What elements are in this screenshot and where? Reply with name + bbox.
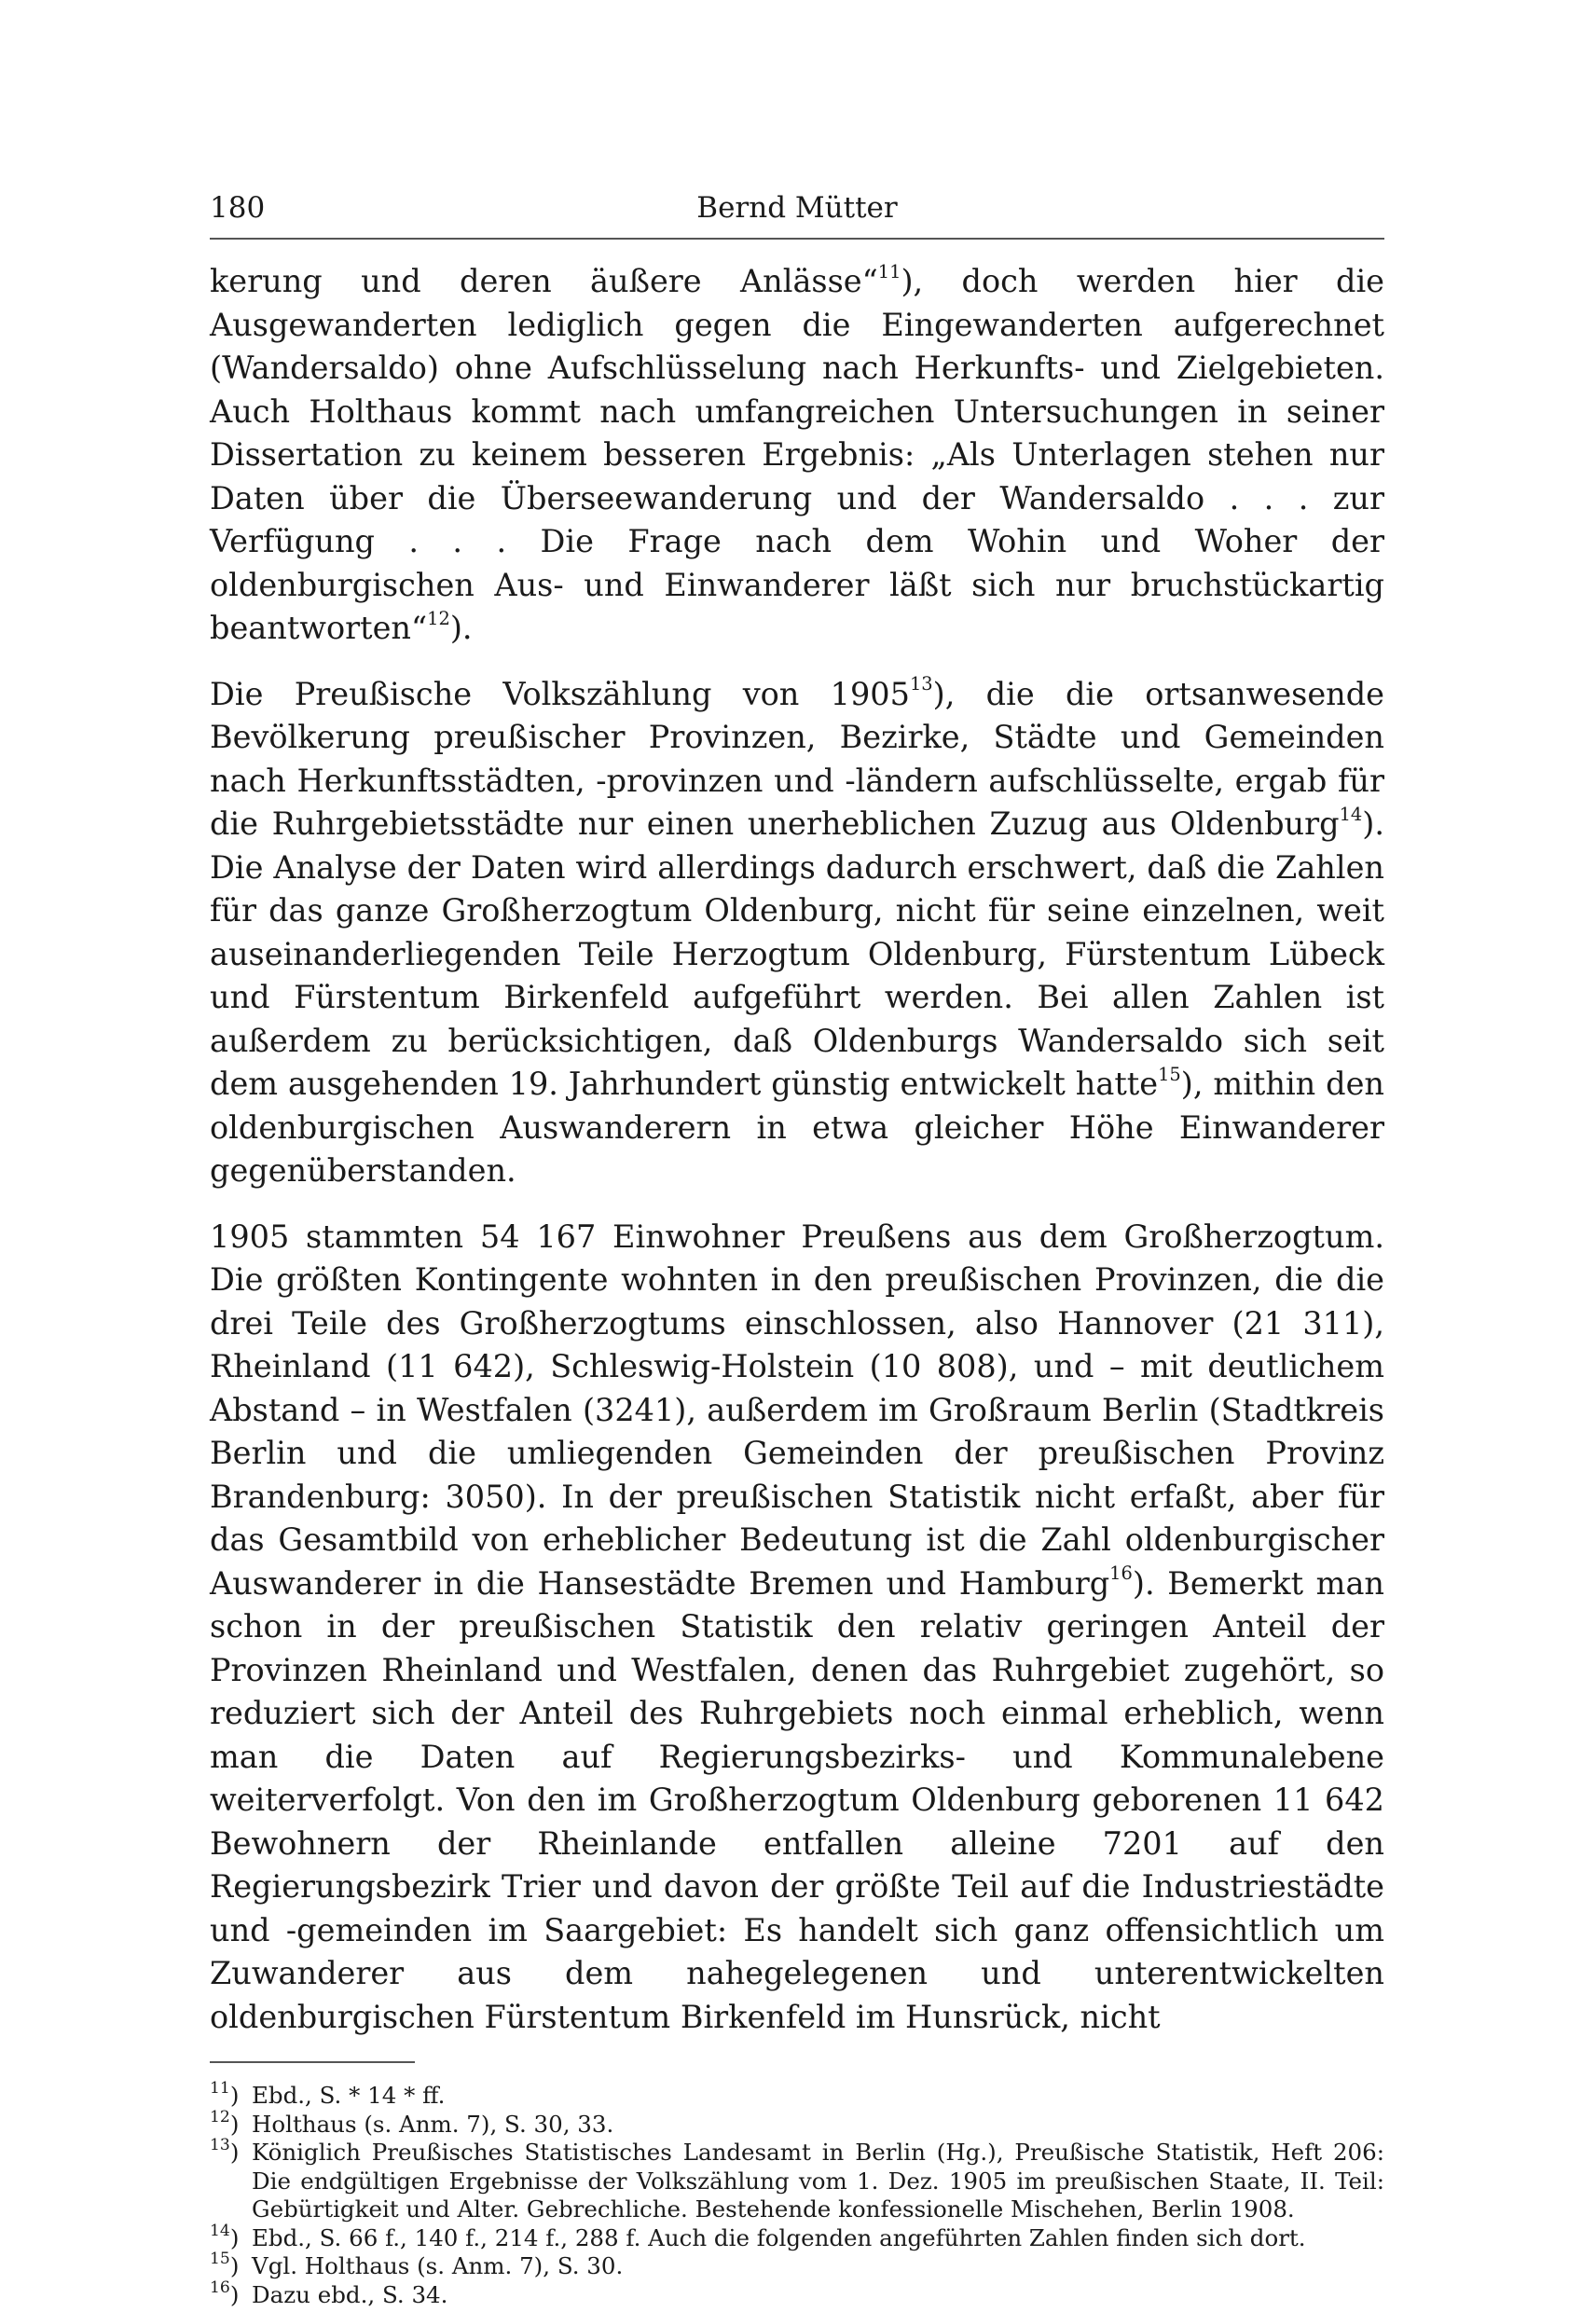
footnote-marker: $^{12}$): [210, 2107, 240, 2138]
footnote-marker: $^{11}$): [210, 2079, 240, 2109]
paragraph-text: Die Preußische Volkszählung von 1905: [210, 675, 910, 712]
document-page: [210, 182, 1384, 2309]
body-paragraph: [210, 673, 1384, 1193]
footnote-number: 11: [210, 2079, 230, 2099]
paragraph-text: ).: [449, 610, 473, 646]
footnote-text: Vgl. Holthaus (s. Anm. 7), S. 30.: [252, 2252, 624, 2279]
footnote-reference: 14: [1339, 803, 1363, 825]
body-text: [210, 260, 1384, 2039]
footnote-marker: $^{13}$): [210, 2136, 240, 2166]
footnote-item: [210, 2252, 1384, 2281]
footnote-text: Holthaus (s. Anm. 7), S. 30, 33.: [252, 2110, 614, 2138]
body-paragraph: [210, 1216, 1384, 2040]
footnote-item: [210, 2136, 1384, 2224]
paragraph-text: 1905 stammten 54 167 Einwohner Preußens aus dem Großherzogtum. Die größten Kontingente wohnten in den preußischen Provinzen, die die drei Teile des Großherzogtums einschlossen, also Hannover (21 311), Rheinland (11 642), Schleswig-Holstein (10 808), und – mit deutlichem Abstand – in Westfalen (3241), außerdem im Großraum Berlin (Stadtkreis Berlin und die umliegenden Gemeinden der preußischen Provinz Brandenburg: 3050). In der preußischen Statistik nicht erfaßt, aber für das Gesamtbild von erheblicher Bedeutung ist die Zahl oldenburgischer Auswanderer in die Hansestädte Bremen und Hamburg: [210, 1218, 1384, 1602]
footnote-marker: $^{15}$): [210, 2250, 240, 2279]
footnote-text: Königlich Preußisches Statistisches Landesamt in Berlin (Hg.), Preußische Statistik, Heft 206: Die endgültigen Ergebnisse der Volkszählung vom 1. Dez. 1905 im preußischen Staate, II. Teil: Gebürtigkeit und Alter. Gebrechliche. Bestehende konfessionelle Mischehen, Berlin 1908.: [252, 2139, 1384, 2223]
footnote-item: [210, 2278, 1384, 2310]
body-paragraph: [210, 260, 1384, 651]
footnote-number: 15: [210, 2250, 230, 2269]
footnote-number: 12: [210, 2107, 230, 2126]
paragraph-text: ). Die Analyse der Daten wird allerdings dadurch erschwert, daß die Zahlen für das ganze Großherzogtum Oldenburg, nicht für seine einzelnen, weit auseinanderliegenden Teile Herzogtum Oldenburg, Fürstentum Lübeck und Fürstentum Birkenfeld aufgeführt werden. Bei allen Zahlen ist außerdem zu berücksichtigen, daß Oldenburgs Wandersaldo sich seit dem ausgehenden 19. Jahrhundert günstig entwickelt hatte: [210, 805, 1384, 1102]
footnote-reference: 12: [427, 607, 450, 629]
running-head-author: Bernd Mütter: [696, 191, 898, 225]
footnote-separator: [210, 2061, 415, 2063]
footnote-item: [210, 2107, 1384, 2140]
footnote-item: [210, 2079, 1384, 2111]
footnote-marker: $^{14}$): [210, 2221, 240, 2251]
footnote-reference: 16: [1109, 1562, 1133, 1585]
paragraph-text: ), die die ortsanwesende Bevölkerung preußischer Provinzen, Bezirke, Städte und Gemeinden nach Herkunftsstädten, -provinzen und -ländern aufschlüsselte, ergab für die Ruhrgebietsstädte nur einen unerheblichen Zuzug aus Oldenburg: [210, 675, 1384, 842]
page-number: 180: [210, 191, 266, 225]
footnote-item: [210, 2221, 1384, 2253]
footnote-marker: $^{16}$): [210, 2278, 240, 2308]
paragraph-text: ), mithin den oldenburgischen Auswanderern in etwa gleicher Höhe Einwanderer gegenüberstanden.: [210, 1066, 1384, 1189]
footnote-reference: 11: [877, 260, 901, 282]
footnote-reference: 13: [909, 673, 933, 695]
paragraph-text: ), doch werden hier die Ausgewanderten lediglich gegen die Eingewanderten aufgerechnet (Wandersaldo) ohne Aufschlüsselung nach Herkunfts- und Zielgebieten. Auch Holthaus kommt nach umfangreichen Untersuchungen in seiner Dissertation zu keinem besseren Ergebnis: „Als Unterlagen stehen nur Daten über die Überseewanderung und der Wandersaldo . . . zur Verfügung . . . Die Frage nach dem Wohin und Woher der oldenburgischen Aus- und Einwanderer läßt sich nur bruchstückartig beantworten“: [210, 263, 1384, 646]
footnote-text: Dazu ebd., S. 34.: [252, 2280, 448, 2308]
paragraph-text: kerung und deren äußere Anlässe“: [210, 263, 878, 299]
footnote-number: 14: [210, 2221, 230, 2240]
footnote-text: Ebd., S. 66 f., 140 f., 214 f., 288 f. Auch die folgenden angeführten Zahlen finden sich dort.: [252, 2223, 1306, 2251]
footnotes: [210, 2079, 1384, 2309]
footnote-number: 13: [210, 2136, 230, 2155]
footnote-number: 16: [210, 2278, 230, 2297]
footnote-text: Ebd., S. * 14 * ff.: [252, 2082, 446, 2109]
footnote-reference: 15: [1158, 1063, 1181, 1085]
paragraph-text: ). Bemerkt man schon in der preußischen Statistik den relativ geringen Anteil der Provinzen Rheinland und Westfalen, denen das Ruhrgebiet zugehört, so reduziert sich der Anteil des Ruhrgebiets noch einmal erheblich, wenn man die Daten auf Regierungsbezirks- und Kommunalebene weiterverfolgt. Von den im Großherzogtum Oldenburg geborenen 11 642 Bewohnern der Rheinlande entfallen alleine 7201 auf den Regierungsbezirk Trier und davon der größte Teil auf die Industriestädte und -gemeinden im Saargebiet: Es handelt sich ganz offensichtlich um Zuwanderer aus dem nahegelegenen und unterentwickelten oldenburgischen Fürstentum Birkenfeld im Hunsrück, nicht: [210, 1564, 1384, 2035]
page-header: [210, 182, 1384, 240]
